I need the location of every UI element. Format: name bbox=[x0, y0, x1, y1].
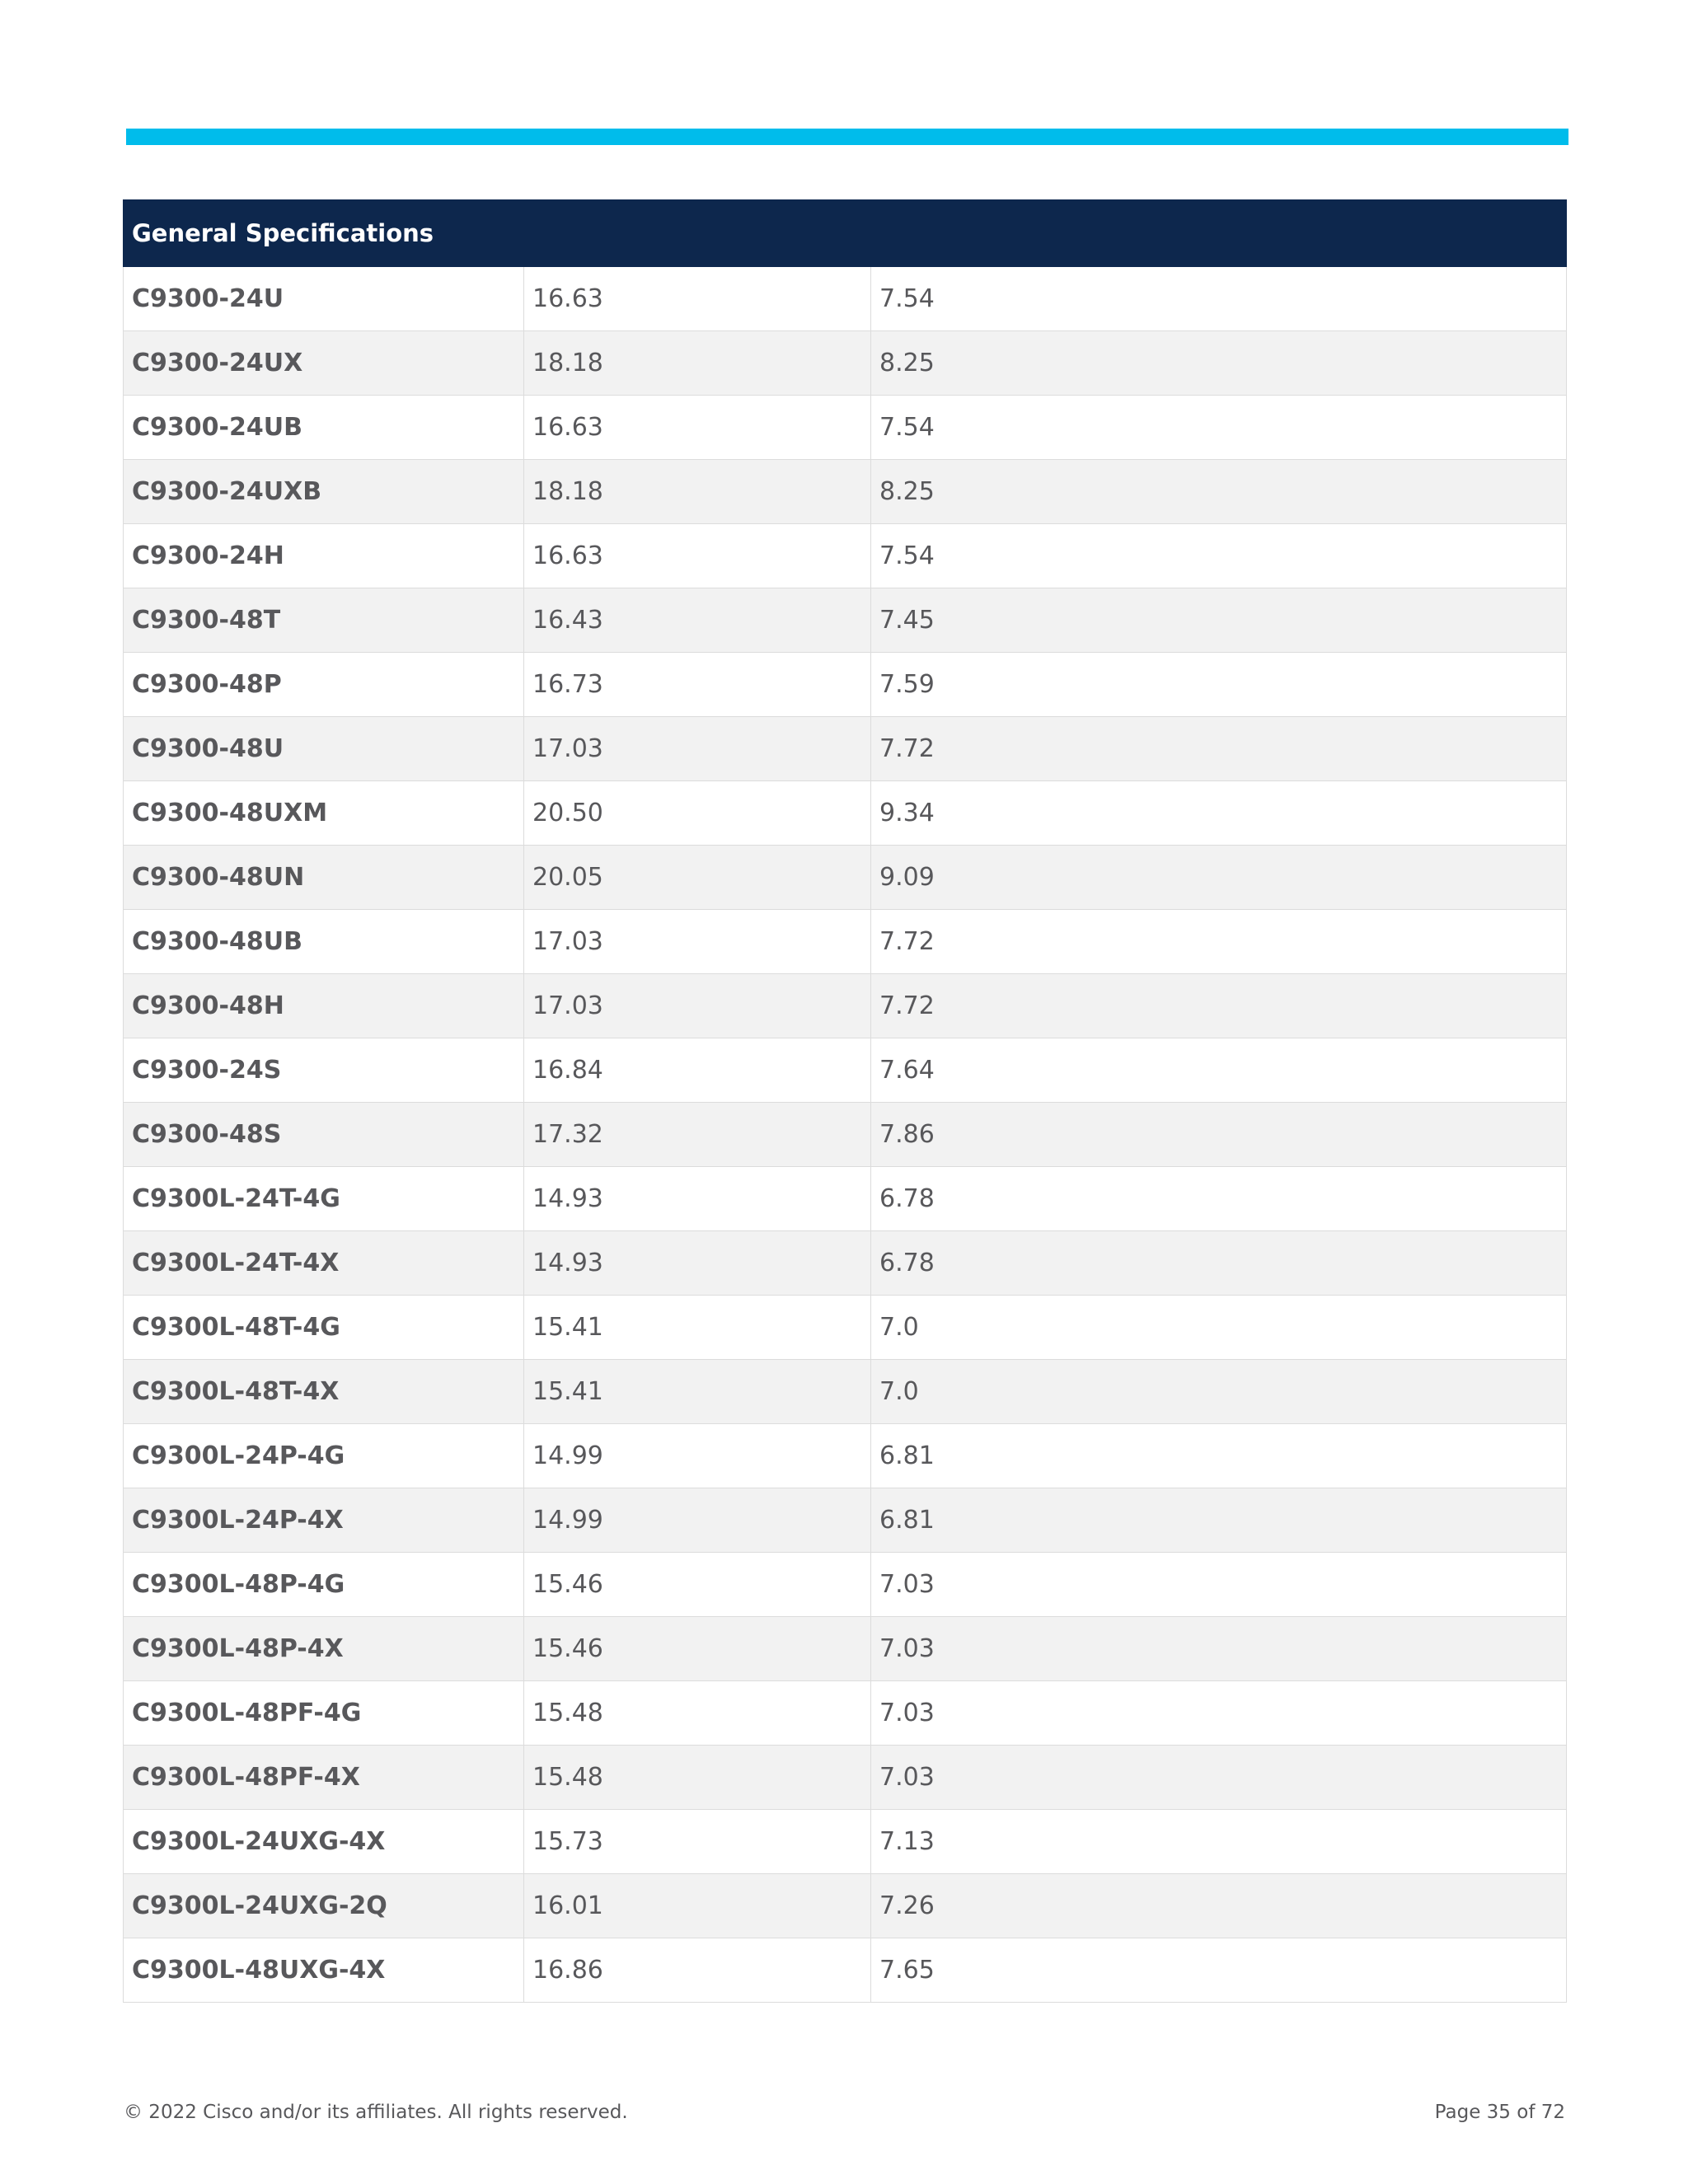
table-row bbox=[124, 1360, 1567, 1424]
value-cell-1: 20.50 bbox=[524, 781, 871, 846]
value-cell-2: 6.78 bbox=[871, 1167, 1567, 1231]
value-cell-1: 15.41 bbox=[524, 1360, 871, 1424]
value-cell-2: 7.59 bbox=[871, 653, 1567, 717]
model-cell: C9300L-48PF-4X bbox=[124, 1746, 524, 1810]
value-cell-1: 14.99 bbox=[524, 1424, 871, 1488]
model-cell: C9300-24H bbox=[124, 524, 524, 588]
model-cell: C9300L-48T-4G bbox=[124, 1296, 524, 1360]
value-cell-2: 7.0 bbox=[871, 1360, 1567, 1424]
value-cell-1: 14.99 bbox=[524, 1488, 871, 1553]
value-cell-2: 7.54 bbox=[871, 396, 1567, 460]
value-cell-2: 7.13 bbox=[871, 1810, 1567, 1874]
table-row bbox=[124, 1103, 1567, 1167]
table-row bbox=[124, 1038, 1567, 1103]
value-cell-1: 16.73 bbox=[524, 653, 871, 717]
value-cell-2: 8.25 bbox=[871, 460, 1567, 524]
value-cell-2: 7.03 bbox=[871, 1681, 1567, 1746]
value-cell-2: 7.72 bbox=[871, 717, 1567, 781]
value-cell-2: 7.72 bbox=[871, 974, 1567, 1038]
value-cell-2: 7.72 bbox=[871, 910, 1567, 974]
general-specifications-table bbox=[123, 199, 1567, 2003]
model-cell: C9300L-24T-4X bbox=[124, 1231, 524, 1296]
table-row bbox=[124, 588, 1567, 653]
value-cell-2: 6.78 bbox=[871, 1231, 1567, 1296]
value-cell-2: 9.09 bbox=[871, 846, 1567, 910]
value-cell-2: 7.54 bbox=[871, 267, 1567, 331]
value-cell-1: 15.48 bbox=[524, 1681, 871, 1746]
table-row bbox=[124, 1617, 1567, 1681]
table-row bbox=[124, 524, 1567, 588]
value-cell-1: 14.93 bbox=[524, 1231, 871, 1296]
table-row bbox=[124, 846, 1567, 910]
value-cell-1: 17.03 bbox=[524, 717, 871, 781]
value-cell-1: 15.46 bbox=[524, 1553, 871, 1617]
model-cell: C9300L-48P-4G bbox=[124, 1553, 524, 1617]
value-cell-1: 16.63 bbox=[524, 396, 871, 460]
value-cell-2: 7.54 bbox=[871, 524, 1567, 588]
table-row bbox=[124, 1681, 1567, 1746]
value-cell-2: 8.25 bbox=[871, 331, 1567, 396]
value-cell-1: 17.03 bbox=[524, 910, 871, 974]
table-row bbox=[124, 1167, 1567, 1231]
value-cell-1: 18.18 bbox=[524, 460, 871, 524]
model-cell: C9300-48UXM bbox=[124, 781, 524, 846]
value-cell-2: 6.81 bbox=[871, 1424, 1567, 1488]
table-row bbox=[124, 1296, 1567, 1360]
value-cell-2: 9.34 bbox=[871, 781, 1567, 846]
value-cell-1: 17.32 bbox=[524, 1103, 871, 1167]
value-cell-2: 7.65 bbox=[871, 1938, 1567, 2003]
table-row bbox=[124, 1231, 1567, 1296]
model-cell: C9300-24UXB bbox=[124, 460, 524, 524]
footer-copyright: © 2022 Cisco and/or its affiliates. All rights reserved. bbox=[124, 2102, 628, 2123]
value-cell-1: 16.63 bbox=[524, 267, 871, 331]
value-cell-2: 7.86 bbox=[871, 1103, 1567, 1167]
model-cell: C9300-48H bbox=[124, 974, 524, 1038]
value-cell-1: 14.93 bbox=[524, 1167, 871, 1231]
table-title: General Specifications bbox=[124, 200, 1567, 267]
value-cell-1: 16.43 bbox=[524, 588, 871, 653]
table-row bbox=[124, 460, 1567, 524]
model-cell: C9300L-24P-4X bbox=[124, 1488, 524, 1553]
table-row bbox=[124, 1874, 1567, 1938]
model-cell: C9300L-48PF-4G bbox=[124, 1681, 524, 1746]
value-cell-1: 15.46 bbox=[524, 1617, 871, 1681]
table-row bbox=[124, 331, 1567, 396]
value-cell-1: 15.41 bbox=[524, 1296, 871, 1360]
table-header-row bbox=[124, 200, 1567, 267]
table-row bbox=[124, 974, 1567, 1038]
model-cell: C9300L-24UXG-2Q bbox=[124, 1874, 524, 1938]
table-row bbox=[124, 1938, 1567, 2003]
value-cell-1: 16.86 bbox=[524, 1938, 871, 2003]
accent-bar bbox=[126, 129, 1568, 145]
value-cell-2: 7.03 bbox=[871, 1553, 1567, 1617]
model-cell: C9300-48UN bbox=[124, 846, 524, 910]
value-cell-2: 6.81 bbox=[871, 1488, 1567, 1553]
table-row bbox=[124, 1746, 1567, 1810]
value-cell-2: 7.26 bbox=[871, 1874, 1567, 1938]
model-cell: C9300-24UB bbox=[124, 396, 524, 460]
model-cell: C9300L-24T-4G bbox=[124, 1167, 524, 1231]
table-row bbox=[124, 267, 1567, 331]
model-cell: C9300L-48UXG-4X bbox=[124, 1938, 524, 2003]
table-row bbox=[124, 653, 1567, 717]
value-cell-1: 15.73 bbox=[524, 1810, 871, 1874]
table-row bbox=[124, 781, 1567, 846]
table-body bbox=[124, 267, 1567, 2003]
footer-page-number: Page 35 of 72 bbox=[1434, 2102, 1565, 2123]
model-cell: C9300-48UB bbox=[124, 910, 524, 974]
model-cell: C9300L-48T-4X bbox=[124, 1360, 524, 1424]
model-cell: C9300-24S bbox=[124, 1038, 524, 1103]
value-cell-1: 16.84 bbox=[524, 1038, 871, 1103]
value-cell-1: 16.63 bbox=[524, 524, 871, 588]
model-cell: C9300-48S bbox=[124, 1103, 524, 1167]
table-row bbox=[124, 396, 1567, 460]
model-cell: C9300-24UX bbox=[124, 331, 524, 396]
table-row bbox=[124, 1553, 1567, 1617]
table-row bbox=[124, 910, 1567, 974]
model-cell: C9300L-24UXG-4X bbox=[124, 1810, 524, 1874]
value-cell-2: 7.03 bbox=[871, 1746, 1567, 1810]
value-cell-1: 17.03 bbox=[524, 974, 871, 1038]
value-cell-1: 16.01 bbox=[524, 1874, 871, 1938]
value-cell-1: 20.05 bbox=[524, 846, 871, 910]
table-row bbox=[124, 717, 1567, 781]
model-cell: C9300-48T bbox=[124, 588, 524, 653]
model-cell: C9300-48U bbox=[124, 717, 524, 781]
value-cell-2: 7.64 bbox=[871, 1038, 1567, 1103]
value-cell-1: 18.18 bbox=[524, 331, 871, 396]
table-row bbox=[124, 1488, 1567, 1553]
value-cell-2: 7.0 bbox=[871, 1296, 1567, 1360]
table-row bbox=[124, 1424, 1567, 1488]
table-row bbox=[124, 1810, 1567, 1874]
model-cell: C9300-24U bbox=[124, 267, 524, 331]
model-cell: C9300L-24P-4G bbox=[124, 1424, 524, 1488]
value-cell-2: 7.45 bbox=[871, 588, 1567, 653]
model-cell: C9300L-48P-4X bbox=[124, 1617, 524, 1681]
model-cell: C9300-48P bbox=[124, 653, 524, 717]
value-cell-1: 15.48 bbox=[524, 1746, 871, 1810]
value-cell-2: 7.03 bbox=[871, 1617, 1567, 1681]
